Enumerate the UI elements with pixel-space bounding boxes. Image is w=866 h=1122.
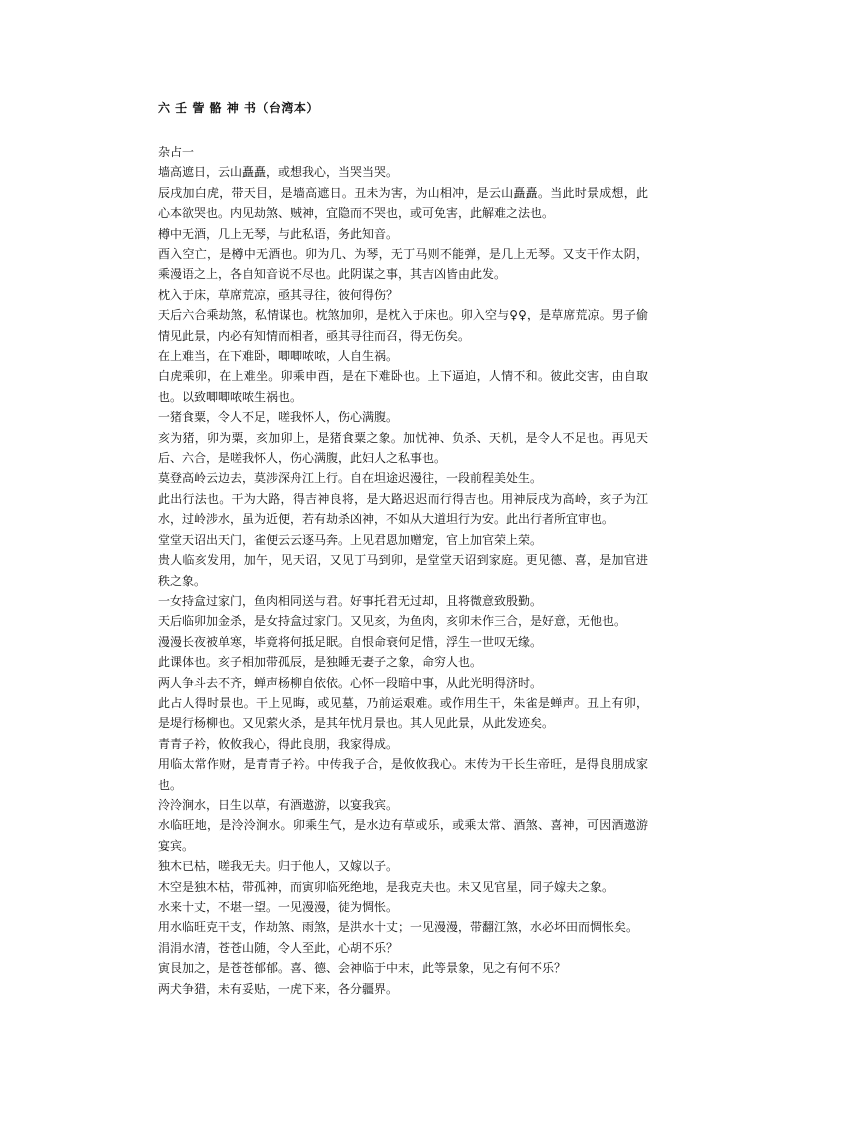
paragraph: 青青子衿，攸攸我心，得此良朋，我家得成。 (158, 736, 399, 751)
paragraph: 用临太常作财，是青青子衿。中传我子合，是攸攸我心。末传为干长生帝旺，是得良朋成家也。 (158, 757, 648, 792)
paragraph: 木空是独木枯，带孤神，而寅卯临死绝地，是我克夫也。未又见官星，同子嫁夫之象。 (158, 879, 615, 894)
paragraph: 白虎乘卯，在上难坐。卯乘申酉，是在下难卧也。上下逼迫，人情不和。彼此交害，由自取也。以致唧唧哝哝生祸也。 (158, 369, 648, 404)
paragraph: 两犬争猎，未有妥贴，一虎下来，各分疆界。 (158, 981, 399, 996)
paragraph: 独木已枯，嗟我无夫。归于他人，又嫁以子。 (158, 859, 399, 874)
paragraph: 辰戌加白虎，带天目，是墙高遮日。丑未为害，为山相冲，是云山矗矗。当此时景成想，此心本欲哭也。内见劫煞、贼神，宜隐而不哭也，或可免害，此解难之法也。 (158, 185, 648, 221)
paragraph: 涓涓水清，苍苍山随，令人至此，心胡不乐？ (158, 940, 399, 955)
paragraph: 水来十丈，不堪一望。一见漫漫，徒为惆怅。 (158, 900, 399, 915)
paragraph: 此占人得时景也。干上见晦，或见墓，乃前运艰难。或作用生干，朱雀是蝉声。丑上有卯，是堤行杨柳也。又见萦火杀，是其年忧月景也。其人见此景，从此发迹矣。 (158, 695, 648, 731)
paragraph: 此出行法也。干为大路，得吉神良将，是大路迟迟而行得吉也。用神辰戌为高岭，亥子为江水，过岭涉水，虽为近便，若有劫杀凶神，不如从大道坦行为安。此出行者所宜审也。 (158, 491, 648, 527)
document-title: 六 壬 訾 骼 神 书（台湾本） (158, 101, 319, 115)
paragraph: 墙高遮日，云山矗矗，或想我心，当哭当哭。 (158, 165, 399, 180)
paragraph: 寅艮加之，是苍苍郁郁。喜、德、会神临于中末，此等景象，见之有何不乐？ (158, 961, 567, 976)
paragraph: 在上难当，在下难卧，唧唧哝哝，人自生祸。 (158, 349, 399, 364)
paragraph: 贵人临亥发用，加午，见天诏，又见丁马到卯，是堂堂天诏到家庭。更见德、喜，是加官进秩之象。 (158, 553, 648, 588)
paragraph: 天后六合乘劫煞，私情谋也。枕煞加卯，是枕入于床也。卯入空与♀♀，是草席荒凉。男子偷情见此景，内必有知情而相者，亟其寻往而召，得无伤矣。 (158, 308, 648, 343)
document-page (158, 98, 648, 999)
section-heading: 杂占一 (158, 145, 195, 159)
paragraph: 亥为猪，卯为粟，亥加卯上，是猪食粟之象。加忧神、负杀、天机，是令人不足也。再见天后、六合，是嗟我怀人，伤心满腹，此妇人之私事也。 (158, 430, 648, 466)
paragraph: 酉入空亡，是樽中无酒也。卯为几、为琴，无丁马则不能弹，是几上无琴。又支干作太阴，乘漫语之上，各自知音说不尽也。此阴谋之事，其吉凶皆由此发。 (158, 247, 648, 282)
paragraph: 天后临卯加金杀，是女持盒过家门。又见亥，为鱼肉，亥卯未作三合，是好意，无他也。 (158, 614, 627, 629)
paragraph: 一猪食粟，令人不足，嗟我怀人，伤心满腹。 (158, 410, 399, 425)
paragraph: 泠泠涧水，日生以草，有酒遨游，以宴我宾。 (158, 797, 399, 812)
paragraph: 此课体也。亥子相加带孤辰，是独睡无妻子之象，命穷人也。 (158, 655, 483, 670)
paragraph: 漫漫长夜被单寒，毕竟将何抵足眠。自恨命衰何足惜，浮生一世叹无缘。 (158, 634, 543, 649)
paragraph: 水临旺地，是泠泠涧水。卯乘生气，是水边有草或乐，或乘太常、酒煞、喜神，可因酒遨游宴宾。 (158, 818, 648, 853)
paragraph: 堂堂天诏出天门，雀便云云逐马奔。上见君恩加赠宠，官上加官荣上荣。 (158, 532, 543, 547)
paragraph: 一女持盒过家门，鱼肉相同送与君。好事托君无过却，且将微意致殷勤。 (158, 593, 543, 608)
paragraph: 樽中无酒，几上无琴，与此私语，务此知音。 (158, 226, 399, 241)
paragraph: 用水临旺克干支，作劫煞、雨煞，是洪水十丈；一见漫漫，带翻江煞，水必坏田而惆怅矣。 (158, 920, 639, 935)
paragraph: 枕入于床，草席荒凉，亟其寻往，彼何得伤？ (158, 287, 399, 302)
paragraph: 两人争斗去不齐，蝉声杨柳自依依。心怀一段暗中事，从此光明得济时。 (158, 675, 543, 690)
paragraph: 莫登高岭云边去，莫涉深舟江上行。自在坦途迟漫往，一段前程美处生。 (158, 471, 543, 486)
